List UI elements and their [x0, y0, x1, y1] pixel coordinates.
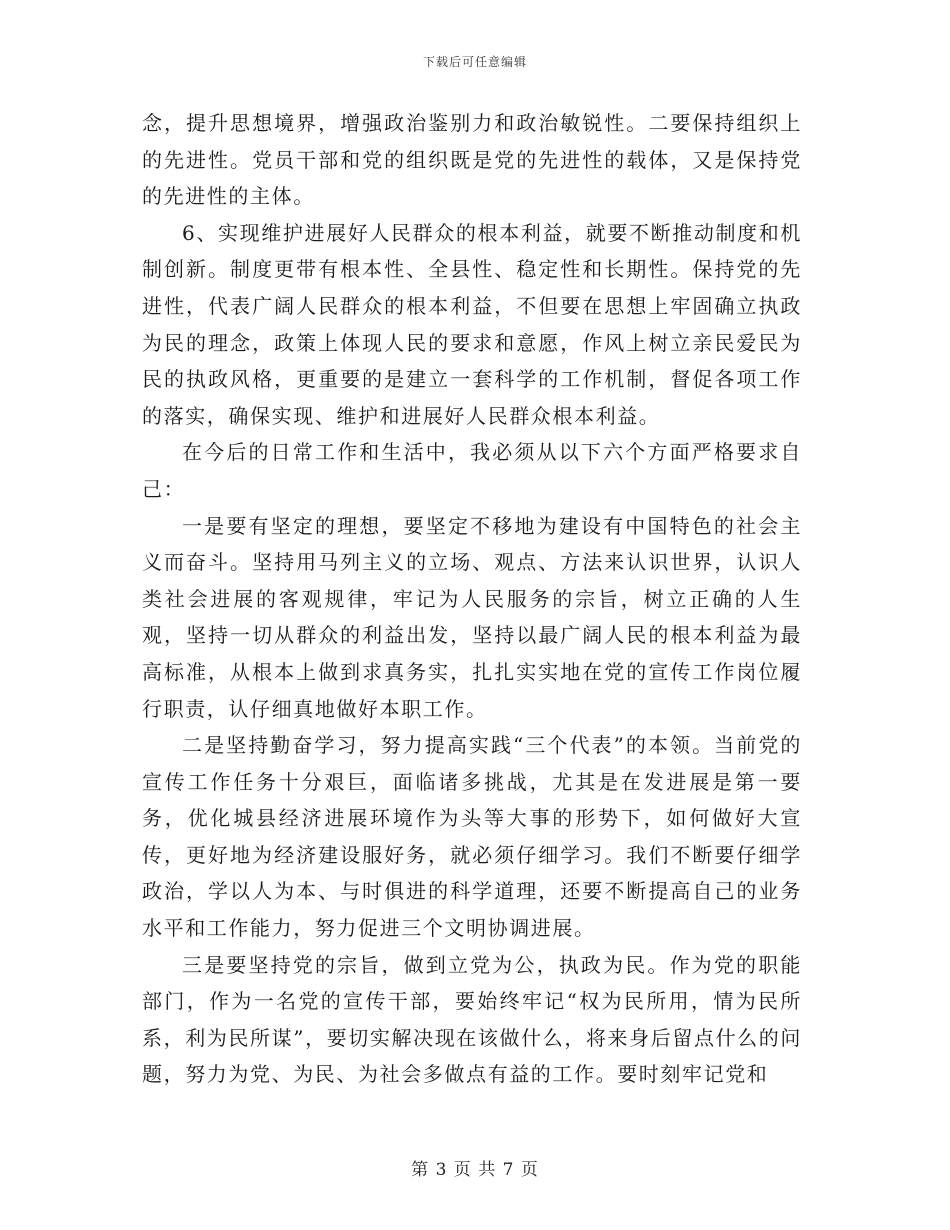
paragraph-item-6: 6、实现维护进展好人民群众的根本利益，就要不断推动制度和机制创新。制度更带有根本性、全县性、稳定性和长期性。保持党的先进性，代表广阔人民群众的根本利益，不但要在思想上牢固确立执政为民的理念，政策上体现人民的要求和意愿，作风上树立亲民爱民为民的执政风格，更重要的是建立一套科学的工作机制，督促各项工作的落实，确保实现、维护和进展好人民群众根本利益。 [142, 220, 802, 428]
paragraph-continuation: 念，提升思想境界，增强政治鉴别力和政治敏锐性。二要保持组织上的先进性。党员干部和党的组织既是党的先进性的载体，又是保持党的先进性的主体。 [142, 111, 802, 209]
paragraph-intro-six-aspects: 在今后的日常工作和生活中，我必须从以下六个方面严格要求自己： [142, 440, 802, 501]
paragraph-point-three: 三是要坚持党的宗旨，做到立党为公，执政为民。作为党的职能部门，作为一名党的宣传干部，要始终牢记“权为民所用，情为民所系，利为民所谋”，要切实解决现在该做什么，将来身后留点什么的问题，努力为党、为民、为社会多做点有益的工作。要时刻牢记党和 [142, 952, 802, 1087]
paragraph-point-one: 一是要有坚定的理想，要坚定不移地为建设有中国特色的社会主义而奋斗。坚持用马列主义的立场、观点、方法来认识世界，认识人类社会进展的客观规律，牢记为人民服务的宗旨，树立正确的人生观，坚持一切从群众的利益出发，坚持以最广阔人民的根本利益为最高标准，从根本上做到求真务实，扎扎实实地在党的宣传工作岗位履行职责，认仔细真地做好本职工作。 [142, 513, 802, 721]
page-header: 下载后可任意编辑 [422, 55, 527, 69]
paragraph-point-two: 二是坚持勤奋学习，努力提高实践“三个代表”的本领。当前党的宣传工作任务十分艰巨，面临诸多挑战，尤其是在发进展是第一要务，优化城县经济进展环境作为头等大事的形势下，如何做好大宣传，更好地为经济建设服好务，就必须仔细学习。我们不断要仔细学政治，学以人为本、与时俱进的科学道理，还要不断提高自己的业务水平和工作能力，努力促进三个文明协调进展。 [142, 733, 802, 941]
page-number-footer: 第 3 页 共 7 页 [411, 1160, 539, 1180]
document-body [142, 105, 802, 1093]
